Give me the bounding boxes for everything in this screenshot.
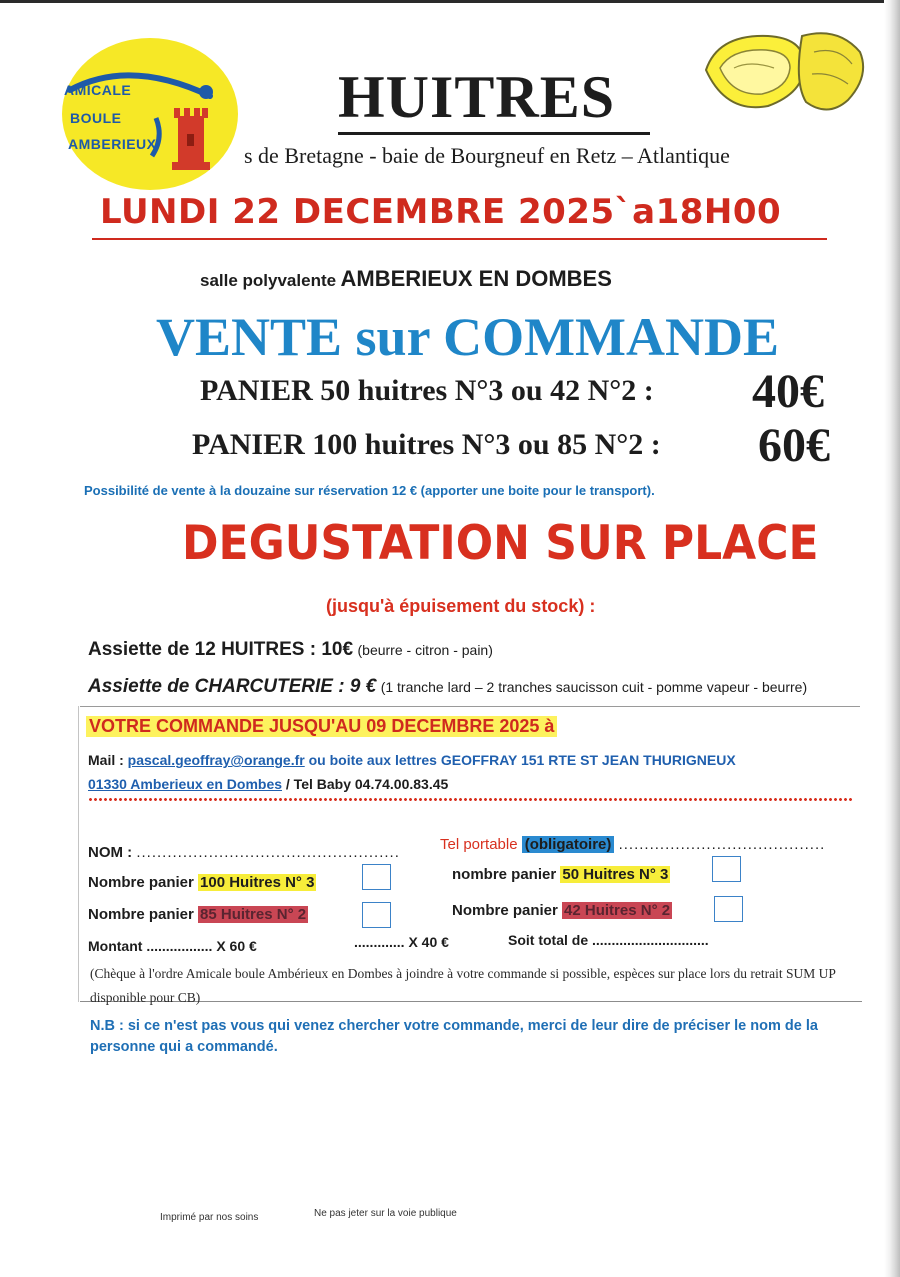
origin-subtitle: s de Bretagne - baie de Bourgneuf en Retz – Atlantique	[244, 143, 730, 168]
basket-50-label: PANIER 50 huitres N°3 ou 42 N°2 :	[200, 374, 654, 407]
name-field[interactable]	[88, 844, 400, 861]
venue-name: AMBERIEUX EN DOMBES	[340, 266, 612, 291]
address-line2: 01330 Amberieux en Dombes	[88, 776, 283, 792]
event-date: LUNDI 22 DECEMBRE 2025`a18H00	[100, 192, 782, 232]
contact-info	[88, 748, 736, 796]
checkbox-100-n3[interactable]	[362, 864, 391, 890]
scan-right-edge	[884, 0, 900, 1277]
footer-printed: Imprimé par nos soins	[160, 1212, 259, 1223]
row-prefix: Nombre panier	[452, 902, 558, 919]
order-row-85-n2	[88, 906, 308, 923]
payment-note: (Chèque à l'ordre Amicale boule Ambérieux en Dombes à joindre à votre commande si possible, espèces sur place lors du retrait SUM UP disponible pour CB)	[90, 966, 836, 1005]
stock-note: (jusqu'à épuisement du stock) :	[326, 596, 596, 616]
oyster-illustration	[698, 22, 868, 122]
name-dots: ...................................................	[136, 844, 400, 861]
oyster-plate-main: Assiette de 12 HUITRES : 10€	[88, 639, 354, 660]
charcuterie-plate-main: Assiette de CHARCUTERIE : 9 €	[88, 676, 377, 697]
email-link[interactable]: pascal.geoffray@orange.fr	[127, 752, 305, 768]
title-underline	[338, 132, 650, 135]
tasting-heading: DEGUSTATION SUR PLACE	[182, 516, 819, 572]
tel-baby: / Tel Baby 04.74.00.83.45	[285, 776, 449, 792]
order-row-50-n3	[452, 866, 670, 883]
sale-heading: VENTE sur COMMANDE	[156, 307, 780, 367]
date-underline	[92, 238, 827, 240]
row-prefix: Nombre panier	[88, 906, 194, 923]
charcuterie-plate-detail: (1 tranche lard – 2 tranches saucisson cuit - pomme vapeur - beurre)	[380, 679, 808, 695]
basket-50-price: 40€	[752, 365, 824, 418]
order-box-left-border	[78, 706, 79, 1002]
row-highlight: 50 Huitres N° 3	[562, 866, 669, 883]
row-highlight: 42 Huitres N° 2	[564, 902, 671, 919]
row-prefix: nombre panier	[452, 866, 557, 883]
total-field[interactable]: Soit total de ..............................	[508, 932, 709, 948]
dozen-note: Possibilité de vente à la douzaine sur réservation 12 € (apporter une boite pour le transport).	[84, 483, 655, 498]
oyster-plate-line	[88, 639, 493, 661]
logo-text-amicale: AMICALE	[64, 82, 132, 98]
row-highlight: 85 Huitres N° 2	[200, 906, 307, 923]
page-title: HUITRES	[338, 64, 616, 130]
row-prefix: Nombre panier	[88, 874, 194, 891]
order-box-top-border	[80, 706, 860, 707]
star-separator	[88, 797, 852, 802]
checkbox-50-n3[interactable]	[712, 856, 741, 882]
order-deadline: VOTRE COMMANDE JUSQU'AU 09 DECEMBRE 2025 à	[86, 716, 557, 737]
basket-100-label: PANIER 100 huitres N°3 ou 85 N°2 :	[192, 428, 661, 461]
logo-text-boule: BOULE	[70, 110, 122, 126]
amount-60-field[interactable]: Montant ................. X 60 €	[88, 938, 257, 954]
row-highlight: 100 Huitres N° 3	[200, 874, 315, 891]
order-row-42-n2	[452, 902, 672, 919]
footer-litter: Ne pas jeter sur la voie publique	[314, 1208, 457, 1219]
order-row-100-n3	[88, 874, 316, 891]
mobile-label: Tel portable	[440, 836, 518, 853]
amount-40-field[interactable]: ............. X 40 €	[354, 934, 449, 950]
venue-line	[200, 266, 612, 292]
mobile-dots: ........................................	[618, 836, 826, 853]
logo-text-amberieux: AMBERIEUX	[68, 136, 157, 152]
name-label: NOM :	[88, 844, 133, 861]
mail-label: Mail :	[88, 752, 124, 768]
basket-100-price: 60€	[758, 419, 830, 472]
oyster-plate-detail: (beurre - citron - pain)	[357, 642, 493, 658]
required-badge: (obligatoire)	[522, 836, 615, 853]
charcuterie-plate-line	[88, 676, 807, 698]
mobile-field[interactable]	[440, 836, 825, 853]
mailbox-address: ou boite aux lettres GEOFFRAY 151 RTE ST JEAN THURIGNEUX	[308, 752, 736, 768]
pickup-note: N.B : si ce n'est pas vous qui venez chercher votre commande, merci de leur dire de préciser le nom de la personne qui a commandé.	[90, 1018, 818, 1055]
checkbox-42-n2[interactable]	[714, 896, 743, 922]
checkbox-85-n2[interactable]	[362, 902, 391, 928]
scan-top-edge	[0, 0, 900, 3]
venue-prefix: salle polyvalente	[200, 271, 337, 290]
